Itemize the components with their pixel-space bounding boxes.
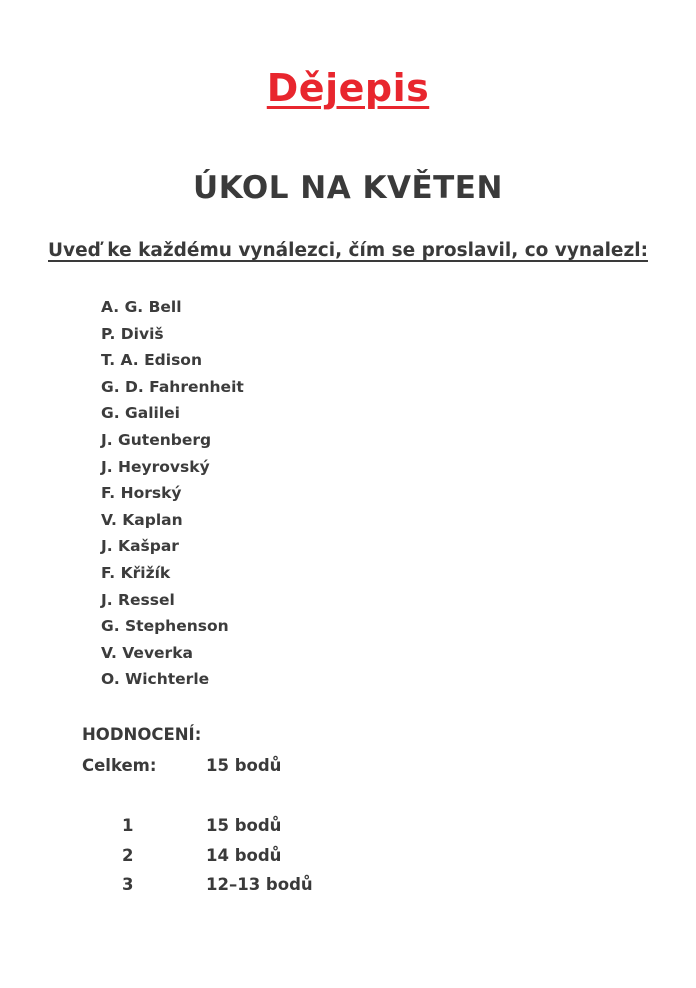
inventor-item: T. A. Edison [101,351,202,370]
page-subtitle: ÚKOL NA KVĚTEN [193,170,503,206]
inventor-item: G. Galilei [101,404,180,423]
inventor-item: G. D. Fahrenheit [101,377,244,396]
evaluation-heading: HODNOCENÍ: [82,725,202,744]
inventor-item: J. Kašpar [101,537,179,556]
grade-row [122,875,422,905]
inventor-item: F. Horský [101,484,182,503]
inventor-item: V. Kaplan [101,510,183,529]
grade-points: 14 bodů [206,845,282,865]
inventor-item: A. G. Bell [101,298,182,316]
grade-number: 1 [122,816,134,835]
grade-row [122,816,422,846]
grade-points: 12–13 bodů [206,875,313,894]
inventor-list [101,296,244,695]
task-instruction: Uveď ke každému vynálezci, čím se proslavil, co vynalezl: [48,240,648,261]
page-title: Dějepis [266,66,430,110]
grade-row [122,846,422,876]
inventor-item: F. Křižík [101,563,171,582]
inventor-item: P. Diviš [101,324,164,343]
inventor-item: J. Heyrovský [101,457,210,476]
grade-number: 3 [122,875,134,894]
total-value: 15 bodů [206,756,282,775]
grade-table [122,816,422,905]
inventor-item: O. Wichterle [101,670,210,689]
grade-points: 15 bodů [206,816,282,835]
inventor-item: J. Ressel [101,590,175,609]
grade-number: 2 [122,845,134,865]
total-label: Celkem: [82,756,157,775]
inventor-item: G. Stephenson [101,617,229,636]
inventor-item: J. Gutenberg [101,430,212,449]
inventor-item: V. Veverka [101,643,193,662]
